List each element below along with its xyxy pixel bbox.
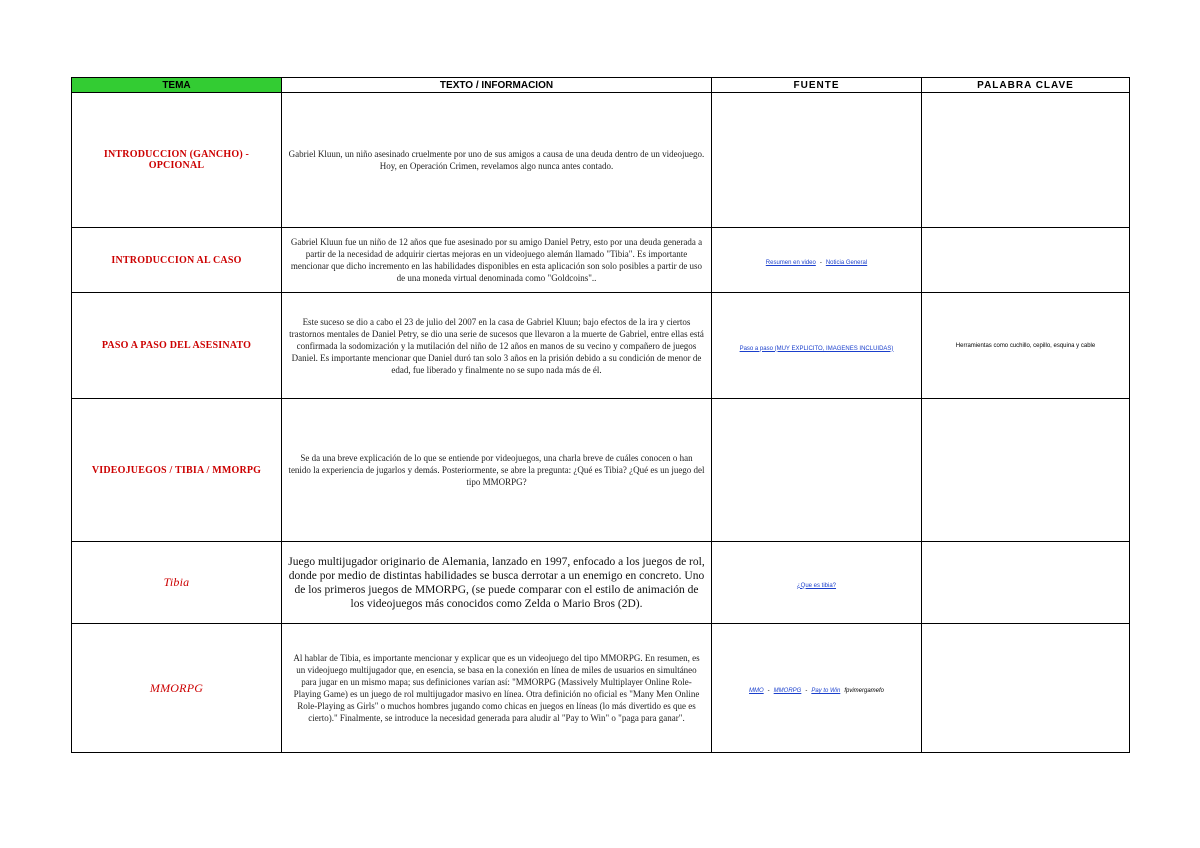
source-separator: - [805, 688, 808, 694]
source-cell [712, 399, 922, 542]
keyword-cell: Herramientas como cuchillo, cepillo, esquina y cable [922, 293, 1130, 399]
source-link-mmo[interactable]: MMO [749, 688, 764, 694]
content-table [71, 77, 1130, 753]
text-cell: Gabriel Kluun fue un niño de 12 años que fue asesinado por su amigo Daniel Petry, esto por una deuda generada a partir de la necesidad de adquirir ciertas mejoras en un videojuego alemán llamado "Tibia". Es importante mencionar que dicho incremento en las habilidades disponibles en esta aplicación son solo posibles a partir de uso de una moneda virtual denominada como "Goldcoins".. [282, 228, 712, 293]
source-cell [712, 93, 922, 228]
source-link-que-es-tibia[interactable]: ¿Que es tibia? [796, 582, 837, 589]
topic-cell: INTRODUCCION AL CASO [72, 228, 282, 293]
source-link-paso-a-paso[interactable]: Paso a paso (MUY EXPLICITO, IMAGENES INCLUIDAS) [739, 345, 894, 352]
source-cell [712, 293, 922, 399]
keyword-cell [922, 399, 1130, 542]
text-cell: Juego multijugador originario de Alemania, lanzado en 1997, enfocado a los juegos de rol, donde por medio de distintas habilidades se busca derrotar a un enemigo en concreto. Uno de los primeros juegos de MMORPG, (se puede comparar con el estilo de animación de los videojuegos más conocidos como Zelda o Mario Bros (2D). [282, 542, 712, 624]
table-row [72, 399, 1130, 542]
source-separator: - [819, 260, 822, 266]
keyword-cell [922, 228, 1130, 293]
topic-cell: INTRODUCCION (GANCHO) - OPCIONAL [72, 93, 282, 228]
table-row [72, 93, 1130, 228]
topic-cell: Tibia [72, 542, 282, 624]
topic-cell: PASO A PASO DEL ASESINATO [72, 293, 282, 399]
source-separator: - [767, 688, 770, 694]
source-link-pay-to-win[interactable]: Pay to Win [811, 688, 841, 694]
source-extra-text: fpvimergamefo [844, 688, 884, 694]
header-texto: TEXTO / INFORMACION [282, 78, 712, 93]
keyword-cell [922, 542, 1130, 624]
source-link-mmorpg[interactable]: MMORPG [773, 688, 802, 694]
header-palabra-clave: PALABRA CLAVE [922, 78, 1130, 93]
text-cell: Se da una breve explicación de lo que se entiende por videojuegos, una charla breve de cuáles conocen o han tenido la experiencia de jugarlos y demás. Posteriormente, se abre la pregunta: ¿Qué es Tibia? ¿Qué es un juego del tipo MMORPG? [282, 399, 712, 542]
table-row [72, 228, 1130, 293]
keyword-cell [922, 93, 1130, 228]
source-link-resumen-video[interactable]: Resumen en video [765, 260, 816, 266]
text-cell: Este suceso se dio a cabo el 23 de julio del 2007 en la casa de Gabriel Kluun; bajo efectos de la ira y ciertos trastornos mentales de Daniel Petry, se dio una serie de sucesos que llevaron a la muerte de Gabriel, entre ellas está confirmada la sodomización y la mutilación del niño de 12 años en manos de su vecino y compañero de juegos Daniel. Es importante mencionar que Daniel duró tan solo 3 años en la prisión debido a su condición de menor de edad, fue liberado y finalmente no se supo nada más de él. [282, 293, 712, 399]
source-cell [712, 542, 922, 624]
header-tema: TEMA [72, 78, 282, 93]
header-row [72, 78, 1130, 93]
header-fuente: FUENTE [712, 78, 922, 93]
source-cell [712, 624, 922, 753]
topic-cell: VIDEOJUEGOS / TIBIA / MMORPG [72, 399, 282, 542]
text-cell: Gabriel Kluun, un niño asesinado cruelmente por uno de sus amigos a causa de una deuda dentro de un videojuego. Hoy, en Operación Crimen, revelamos algo nunca antes contado. [282, 93, 712, 228]
table-row [72, 293, 1130, 399]
source-link-noticia-general[interactable]: Noticia General [825, 260, 868, 266]
topic-cell: MMORPG [72, 624, 282, 753]
keyword-cell [922, 624, 1130, 753]
text-cell: Al hablar de Tibia, es importante mencionar y explicar que es un videojuego del tipo MMORPG. En resumen, es un videojuego multijugador que, en esencia, se basa en la conexión en línea de miles de usuarios en simultáneo para jugar en un mismo mapa; sus definiciones varían así: "MMORPG (Massively Multiplayer Online Role-Playing Game) es un juego de rol multijugador masivo en línea. Otra definición no oficial es "Many Men Online Role-Playing as Girls" o muchos hombres jugando como chicas en juegos en líneas (lo más divertido es que es cierto)." Finalmente, se introduce la necesidad generada para aludir al "Pay to Win" o "paga para ganar". [282, 624, 712, 753]
table-row [72, 542, 1130, 624]
table-row [72, 624, 1130, 753]
source-cell [712, 228, 922, 293]
